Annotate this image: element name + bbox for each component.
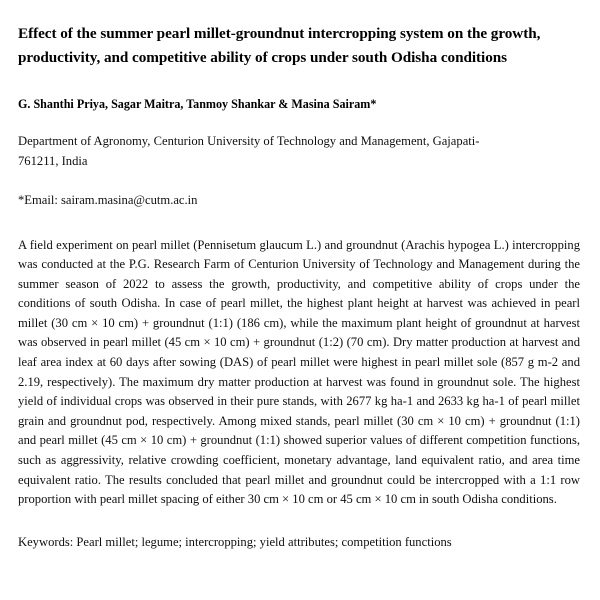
affiliation: Department of Agronomy, Centurion University of Technology and Management, Gajapati- 761211, India [18, 134, 480, 168]
page-title: Effect of the summer pearl millet-groundnut intercropping system on the growth, productivity, and competitive ability of crops under south Odisha conditions [18, 25, 541, 66]
author-list: G. Shanthi Priya, Sagar Maitra, Tanmoy Shankar & Masina Sairam* [18, 97, 377, 111]
corresponding-email: *Email: sairam.masina@cutm.ac.in [18, 193, 198, 207]
keywords-line: Keywords: Pearl millet; legume; intercropping; yield attributes; competition functions [18, 534, 452, 549]
abstract-body: A field experiment on pearl millet (Pennisetum glaucum L.) and groundnut (Arachis hypogea L.) intercropping was conducted at the P.G. Research Farm of Centurion University of Technology and Management during the summer season of 2022 to assess the growth, productivity, and competitive ability of crops under the conditions of south Odisha. In case of pearl millet, the highest plant height at harvest was achieved in pearl millet (30 cm × 10 cm) + groundnut (1:1) (186 cm), while the maximum plant height of groundnut at harvest was observed in pearl millet (45 cm × 10 cm) + groundnut (1:2) (70 cm). Dry matter production at harvest and leaf area index at 60 days after sowing (DAS) of pearl millet were highest in pearl millet sole (857 g m-2 and 2.19, respectively). The maximum dry matter production at harvest was found in groundnut sole. The highest yield of individual crops was observed in their pure stands, with 2677 kg ha-1 and 2633 kg ha-1 of pearl millet grain and groundnut pod, respectively. Among mixed stands, pearl millet (30 cm × 10 cm) + groundnut (1:1) and pearl millet (45 cm × 10 cm) + groundnut (1:1) showed superior values of different competition functions, such as aggressivity, relative crowding coefficient, monetary advantage, land equivalent ratio, and area time equivalent ratio. The results concluded that pearl millet and groundnut could be intercropped with a 1:1 row proportion with pearl millet spacing of either 30 cm × 10 cm or 45 cm × 10 cm in south Odisha conditions. [18, 237, 580, 507]
